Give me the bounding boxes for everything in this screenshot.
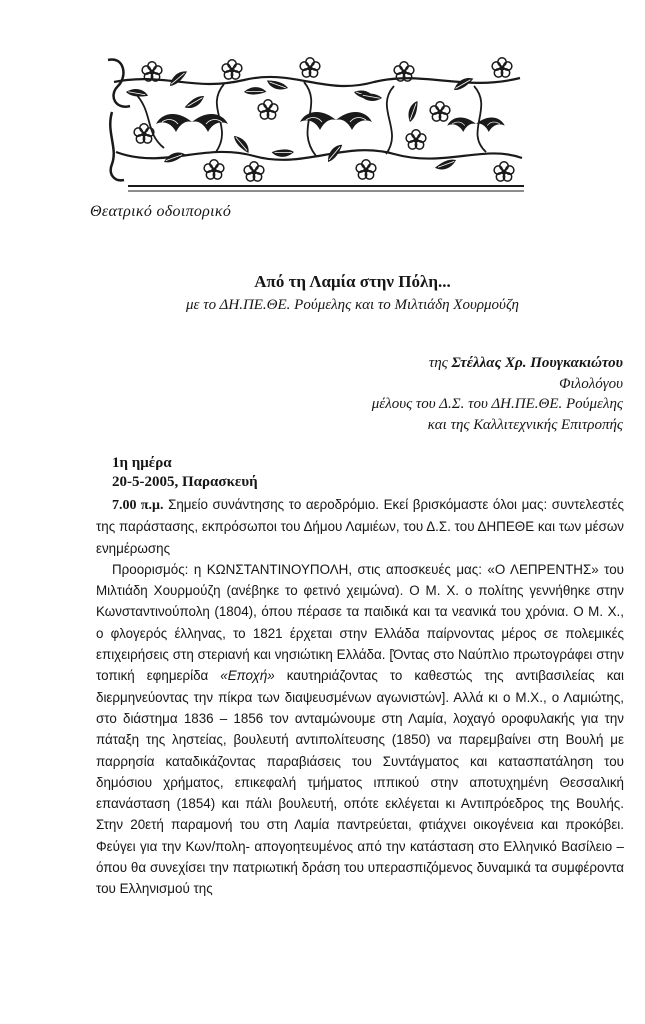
author-prefix: της — [428, 355, 448, 371]
meeting-time: 7.00 π.μ. — [112, 498, 164, 513]
paragraph-destination — [96, 559, 624, 900]
author-committee: και της Καλλιτεχνικής Επιτροπής — [427, 416, 623, 433]
newspaper-title: «Εποχή» — [220, 668, 275, 684]
section-label: Θεατρικό οδοιπορικό — [90, 203, 232, 220]
paragraph-destination-text-b: καυτηριάζοντας το καθεστώς της αντιβασιλείας και διερμηνεύοντας την πίκρα των διαψευσμένων αγωνιστών]. Αλλά κι ο Μ.Χ., ο Λαμιώτης, στο διάστημα 1836 – 1856 τον ανταμώνουμε στη Λαμία, λοχαγό οροφυλακής για την πάταξη της ληστείας, βουλευτή αντιπολίτευσης (1850) να παρεμβαίνει στη Βουλή με παρρησία καταδικάζοντας παραβιάσεις του Συντάγματος και κατασπατάληση του δημόσιου χρήματος, επικεφαλή τμήματος ιππικού στην αποτυχημένη Θεσσαλική επανάσταση (1854) και πάλι βουλευτή, οπότε εκλέγεται κι Αντιπρόεδρος της Βουλής. Στην 20ετή παραμονή του στη Λαμία παντρεύεται, φτιάχνει οικογένεια και προκόβει. Φεύγει για την Κων/πολη- απογοητευμένος από την κατάσταση στο Ελληνικό Βασίλειο – όπου θα συνεχίσει την πατριωτική δράση του υπερασπιζόμενος δυναμικά τα συμφέροντα του Ελληνισμού της — [96, 668, 624, 897]
author-affiliation: μέλους του Δ.Σ. του ΔΗ.ΠΕ.ΘΕ. Ρούμελης — [371, 396, 623, 412]
author-block — [303, 353, 623, 435]
author-title: Φιλολόγου — [559, 375, 623, 392]
day-heading: 1η ημέρα — [112, 455, 172, 471]
article-title-text: Από τη Λαμία στην Πόλη... — [254, 272, 451, 291]
author-name: Στέλλας Χρ. Πουγκακιώτου — [451, 355, 623, 371]
floral-vine-border-icon — [104, 52, 528, 198]
paragraph-meeting-text: Σημείο συνάντησης το αεροδρόμιο. Εκεί βρισκόμαστε όλοι μας: συντελεστές της παράστασης, εκπρόσωποι του Δήμου Λαμιέων, του Δ.Σ. του ΔΗΠΕΘΕ και των μέσων ενημέρωσης — [96, 497, 624, 556]
paragraph-meeting — [96, 494, 624, 559]
body-text — [96, 494, 624, 900]
article-title — [0, 272, 645, 292]
article-subtitle — [0, 297, 645, 314]
article-subtitle-text: με το ΔΗ.ΠΕ.ΘΕ. Ρούμελης και το Μιλτιάδη Χουρμούζη — [186, 297, 519, 313]
paragraph-destination-text-a: Προορισμός: η ΚΩΝΣΤΑΝΤΙΝΟΥΠΟΛΗ, στις αποσκευές μας: «Ο ΛΕΠΡΕΝΤΗΣ» του Μιλτιάδη Χουρμούζη (ανέβηκε το φετινό χειμώνα). Ο Μ. Χ. ο πολίτης γεννήθηκε στην Κωνσταντινούπολη (1804), όπου πέρασε τα παιδικά και τα νεανικά του χρόνια. Ο Μ. Χ., ο φλογερός έλληνας, το 1821 έρχεται στην Ελλάδα παίρνοντας μέρος σε πολεμικές επιχειρήσεις στη στεριανή και νησιώτικη Ελλάδα. [Όντας στο Ναύπλιο πρωτογράφει στην τοπική εφημερίδα — [96, 561, 624, 684]
date-heading: 20-5-2005, Παρασκευή — [112, 474, 258, 490]
author-byline — [303, 353, 623, 374]
